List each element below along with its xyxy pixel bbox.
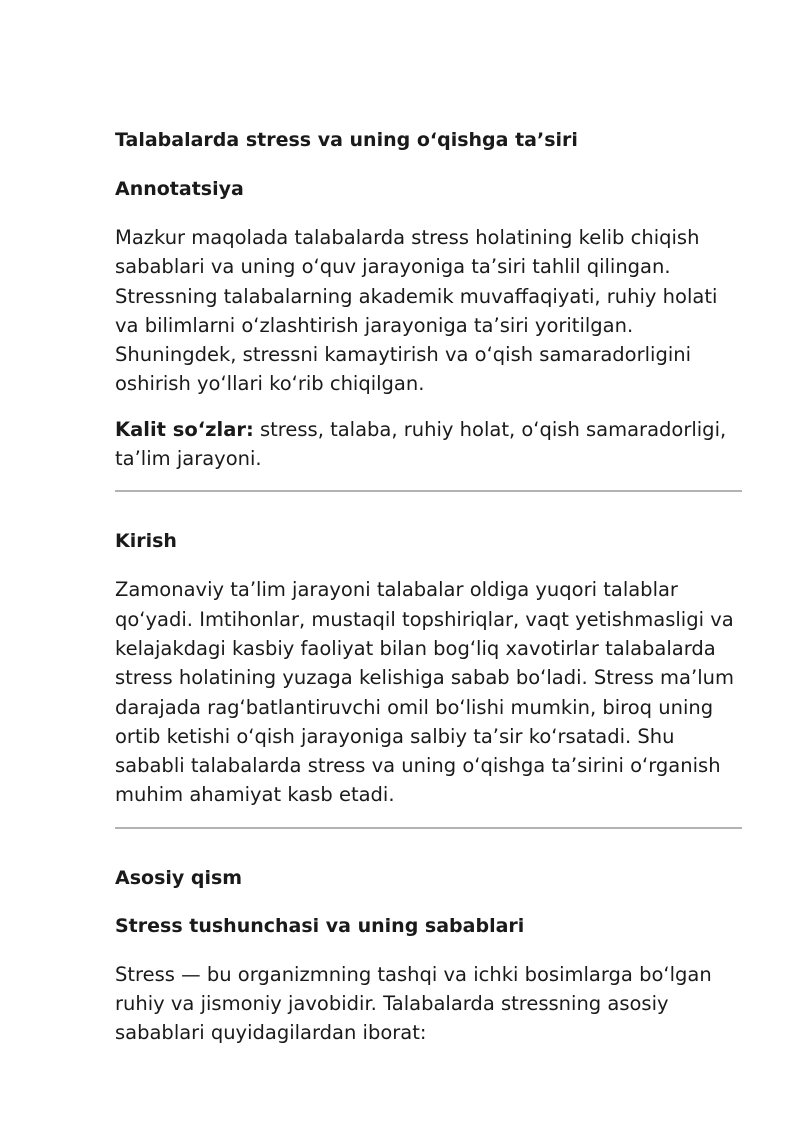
main-text: Stress — bu organizmning tashqi va ichki bosimlarga bo‘lgan ruhiy va jismoniy javobidir. Talabalarda stressning asosiy sabablari quyidagilardan iborat: (115, 962, 712, 1045)
main-heading: Asosiy qism (115, 866, 243, 889)
keywords-paragraph (115, 415, 747, 474)
abstract-heading: Annotatsiya (115, 178, 244, 200)
keywords-text: stress, talaba, ruhiy holat, o‘qish samaradorligi, ta’lim jarayoni. (115, 417, 727, 471)
intro-text: Zamonaviy ta’lim jarayoni talabalar oldiga yuqori talablar qo‘yadi. Imtihonlar, mustaqil topshiriqlar, vaqt yetishmasligi va kelajakdagi kasbiy faoliyat bilan bog‘liq xavotirlar talabalarda stress holatining yuzaga kelishiga sabab bo‘ladi. Stress ma’lum darajada rag‘batlantiruvchi omil bo‘lishi mumkin, biroq uning ortib ketishi o‘qish jarayoniga salbiy ta’sir ko‘rsatadi. Shu sababli talabalarda stress va uning o‘qishga ta’sirini o‘rganish muhim ahamiyat kasb etadi. (115, 578, 734, 807)
document-title: Talabalarda stress va uning o‘qishga ta’siri (115, 129, 578, 151)
main-subheading: Stress tushunchasi va uning sabablari (115, 914, 525, 937)
document-content (115, 126, 747, 1048)
section-divider-1 (115, 490, 742, 492)
intro-heading: Kirish (115, 530, 177, 553)
abstract-text: Mazkur maqolada talabalarda stress holatining kelib chiqish sabablari va uning o‘quv jarayoniga ta’siri tahlil qilingan. Stressning talabalarning akademik muvaffaqiyati, ruhiy holati va bilimlarni o‘zlashtirish jarayoniga ta’siri yoritilgan. Shuningdek, stressni kamaytirish va o‘qish samaradorligini oshirish yo‘llari ko‘rib chiqilgan. (115, 226, 718, 396)
section-divider-2 (115, 827, 742, 829)
keywords-label: Kalit so‘zlar: (115, 417, 254, 441)
